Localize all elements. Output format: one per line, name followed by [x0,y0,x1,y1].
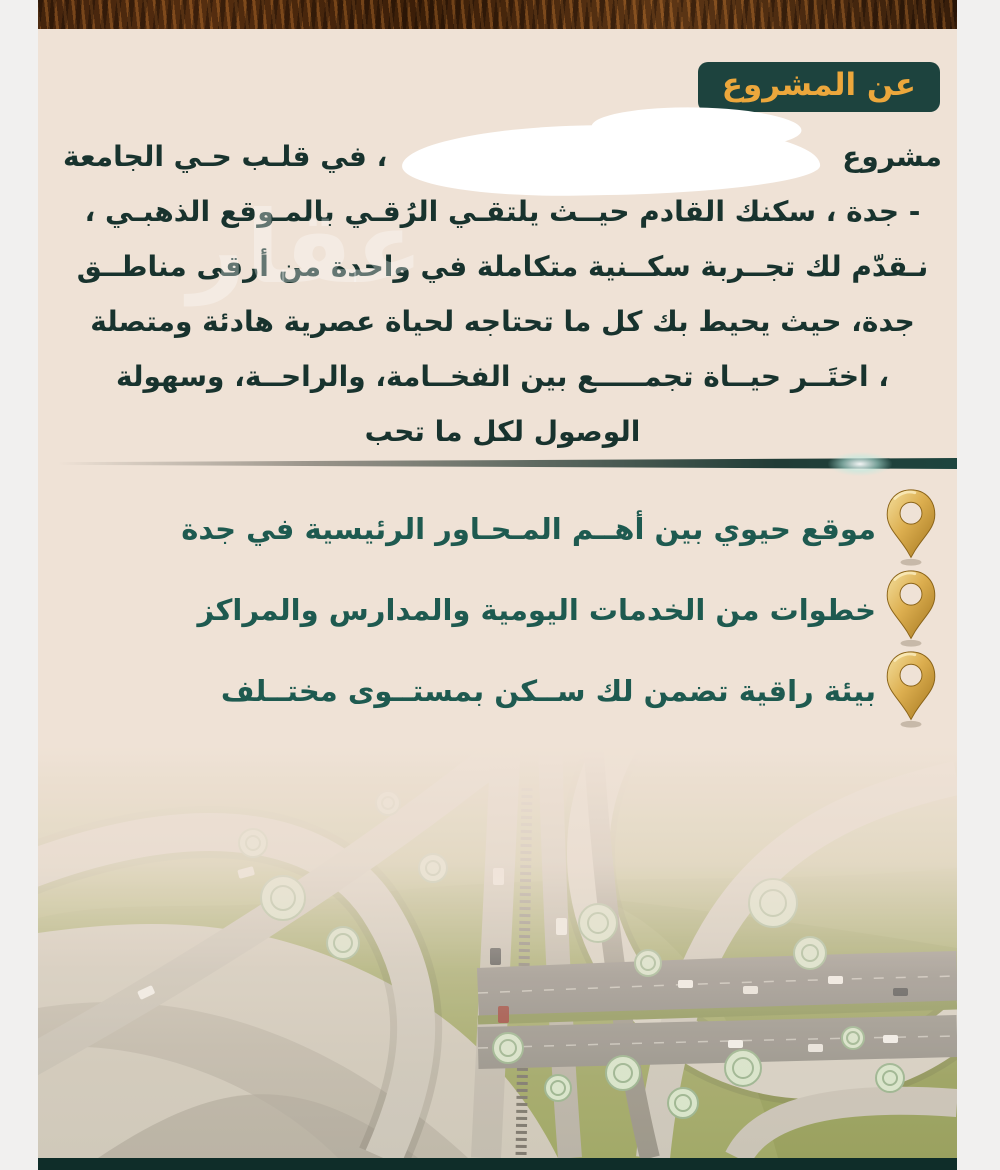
top-texture-strip [38,0,957,29]
feature-label: موقع حيوي بين أهــم المـحـاور الرئيسية في جدة [181,511,876,546]
location-pin-icon [882,487,940,567]
feature-list [58,486,940,729]
section-divider [58,458,957,469]
about-paragraph [63,129,942,459]
footer-bar [38,1158,957,1170]
feature-item [58,567,940,648]
about-line: جدة، حيث يحيط بك كل ما تحتاجه لحياة عصرية هادئة ومتصلة [90,305,915,338]
about-line: الوصول لكل ما تحب [364,415,641,448]
flyer-page [38,0,957,1170]
about-line: نـقدّم لك تجــربة سكــنية متكاملة في واحدة من أرقى مناطــق [76,250,929,283]
location-pin-icon [882,649,940,729]
feature-item [58,486,940,567]
aqar-watermark: عقار [188,189,424,306]
about-line-end: ، في قلـب حـي الجامعة [63,140,388,173]
location-pin-icon [882,568,940,648]
about-project-badge [698,62,940,112]
feature-label: خطوات من الخدمات اليومية والمدارس والمراكز [197,592,876,627]
badge-label: عن المشروع [721,67,916,103]
feature-item [58,648,940,729]
interchange-aerial-image [38,748,957,1158]
about-line: - جدة ، سكنك القادم حيــث يلتقـي الرُقـي بالمـوقع الذهبـي ، [84,195,921,228]
about-line-start: مشروع [842,140,942,173]
divider-glint [828,452,892,476]
about-line: ، اختَــر حيــاة تجمـــــع بين الفخــامة، والراحــة، وسهولة [115,360,889,393]
feature-label: بيئة راقية تضمن لك ســكن بمستــوى مختــلف [220,673,876,708]
